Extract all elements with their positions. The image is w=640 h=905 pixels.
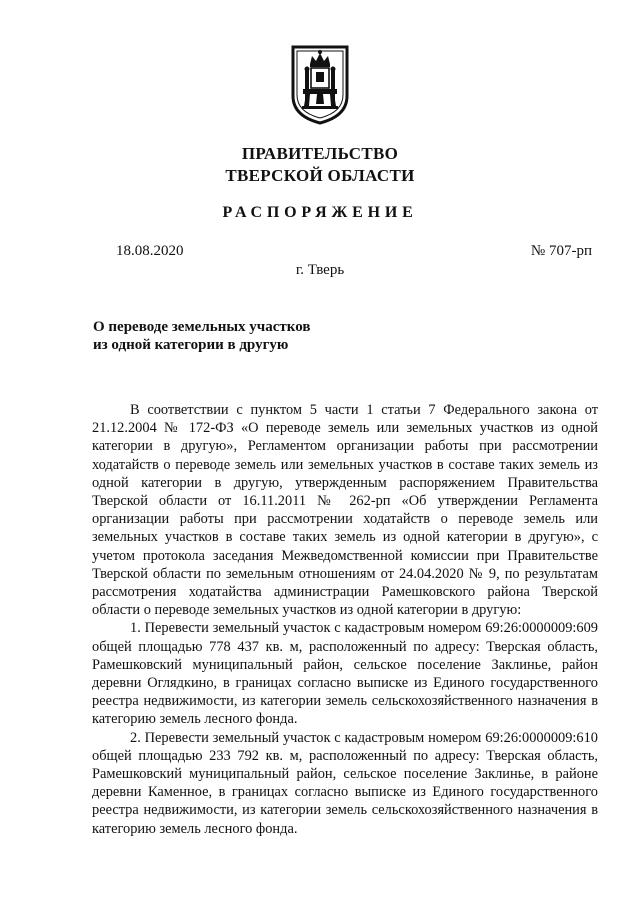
document-number: № 707-рп bbox=[530, 243, 592, 259]
tver-coat-of-arms-icon bbox=[290, 44, 350, 126]
document-subject bbox=[93, 318, 310, 354]
document-date: 18.08.2020 bbox=[116, 243, 184, 259]
document-body bbox=[92, 401, 598, 838]
order-item-1: 1. Перевести земельный участок с кадастровым номером 69:26:0000009:609 общей площадью 778 437 кв. м, расположенный по адресу: Тверская область, Рамешковский муниципальный район, сельское поселение Заклинье, район деревни Оглядкино, в границах согласно выписке из Единого государственного реестра недвижимости, из категории земель сельскохозяйственного назначения в категорию земель лесного фонда. bbox=[92, 620, 598, 728]
preamble-paragraph: В соответствии с пунктом 5 части 1 статьи 7 Федерального закона от 21.12.2004 № 172-ФЗ «О переводе земель или земельных участков из одной категории в другую», Регламентом организации работы при рассмотрении ходатайств о переводе земель или земельных участков в составе таких земель из одной категории в другую, утвержденным распоряжением Правительства Тверской области от 16.11.2011 № 262-рп «Об утверждении Регламента организации работы при рассмотрении ходатайств о переводе земель или земельных участков в составе таких земель из одной категории в другую», с учетом протокола заседания Межведомственной комиссии при Правительстве Тверской области по земельным отношениям от 24.04.2020 № 9, по результатам рассмотрения ходатайства администрации Рамешковского района Тверской области о переводе земельных участков из одной категории в другую: bbox=[92, 402, 598, 619]
document-kind: РАСПОРЯЖЕНИЕ bbox=[222, 204, 418, 221]
document-city: г. Тверь bbox=[295, 262, 345, 278]
org-title-line1: ПРАВИТЕЛЬСТВО bbox=[241, 144, 399, 163]
order-item-2: 2. Перевести земельный участок с кадастровым номером 69:26:0000009:610 общей площадью 233 792 кв. м, расположенный по адресу: Тверская область, Рамешковский муниципальный район, сельское поселение Заклинье, в районе деревни Каменное, в границах согласно выписке из Единого государственного реестра недвижимости, из категории земель сельскохозяйственного назначения в категорию земель лесного фонда. bbox=[92, 729, 598, 837]
subject-line1: О переводе земельных участков bbox=[93, 319, 311, 335]
subject-line2: из одной категории в другую bbox=[93, 337, 289, 353]
org-title-line2: ТВЕРСКОЙ ОБЛАСТИ bbox=[225, 166, 415, 185]
